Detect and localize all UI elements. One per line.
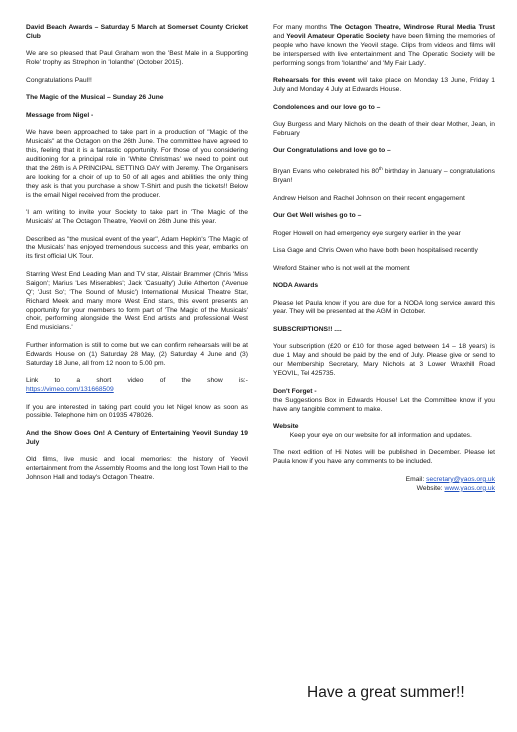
- link-word: short: [96, 377, 112, 385]
- website-line: [273, 485, 495, 494]
- congrats-bryan-text: Bryan Evans who celebrated his 80: [273, 168, 379, 176]
- nigel-paragraph-4: Starring West End Leading Man and TV star, Alistair Brammer (Chris 'Miss Saigon'; Marius 'Les Miserables'; Jack 'Casualty') Julie Atherton ('Avenue Q'; 'Just So'; 'The Sound of Music') International Musical Theatre Star, Richard Meek and many more West End stars, this event presents an opportunity for your members to form part of 'The Magic of the Musicals' choir, performing alongside the West End artists and professional West End musicians.': [26, 270, 248, 332]
- email-link[interactable]: secretary@yaos.org.uk: [426, 475, 495, 483]
- getwell-wreford: Wreford Stainer who is not well at the moment: [273, 264, 410, 272]
- show-paragraph: Old films, live music and local memories: the history of Yeovil entertainment from the Assembly Rooms and the long lost Town Hall to the Johnson Hall and today's Octagon Theatre.: [26, 456, 248, 482]
- link-word: of: [159, 377, 166, 385]
- website-text: Keep your eye on our website for all information and updates.: [273, 431, 472, 439]
- forget-heading: Don't Forget -: [273, 387, 317, 395]
- congrats-bryan-text-2: birthday in January – congratulations Bryan!: [273, 168, 495, 185]
- intro-text-3: have been filming the memories of people who have known the Yeovil stage. Clips from videos and films will be interspersed with live entertainment and The Operatic Society will be performing songs from 'Iolanthe' and 'My Fair Lady'.: [273, 32, 495, 67]
- website-paragraph: [273, 423, 495, 441]
- nigel-paragraph-5: Further information is still to come but we can confirm rehearsals will be at Edwards House on (1) Saturday 28 May, (2) Saturday 4 June and (3) Saturday 18 June, all from 12 noon to 5.00 pm.: [26, 341, 248, 367]
- link-word: show: [207, 377, 223, 385]
- magic-heading: The Magic of the Musical – Sunday 26 June: [26, 94, 164, 102]
- website-bold: Website: [273, 423, 299, 431]
- vimeo-link[interactable]: https://vimeo.com/131668509: [26, 386, 114, 394]
- subscriptions-body: Your subscription (£20 or £10 for those aged between 14 – 18 years) is due 1 May and should be paid by the end of July. Please give or send to our Membership Secretary, Mary Nichols at 3 Lower Wraxhill Road YEOVIL, Tel 425735.: [273, 343, 495, 378]
- nigel-heading: Message from Nigel -: [26, 111, 94, 119]
- next-edition: The next edition of Hi Notes will be published in December. Please let Paula know if you have any comments to be included.: [273, 449, 495, 466]
- link-word: is:-: [238, 377, 248, 385]
- intro-bold-2: Yeovil Amateur Operatic Society: [286, 32, 390, 40]
- subscriptions-heading: SUBSCRIPTIONS!! ....: [273, 325, 342, 333]
- nigel-paragraph-2: 'I am writing to invite your Society to take part in 'The Magic of the Musicals' at The Octagon Theatre, Yeovil on 26th June this year.: [26, 209, 248, 226]
- link-word: Link: [26, 377, 39, 385]
- intro-text-1: For many months: [273, 24, 330, 31]
- link-word: to: [54, 377, 61, 385]
- email-line: [273, 476, 495, 485]
- ordinal-suffix: th: [378, 165, 383, 171]
- awards-heading: David Beach Awards – Saturday 5 March at Somerset County Cricket Club: [26, 24, 248, 40]
- congrats-paul: Congratulations Paul!!: [26, 76, 92, 84]
- rehearsals-text: will take place on Monday 13 June, Friday 1 July and Monday 4 July at Edwards House.: [273, 77, 495, 94]
- link-word: a: [76, 377, 81, 385]
- getwell-lisa-chris: Lisa Gage and Chris Owen who have both been hospitalised recently: [273, 247, 478, 255]
- website-link[interactable]: www.yaos.org.uk: [444, 484, 495, 492]
- show-heading: And the Show Goes On! A Century of Entertaining Yeovil Sunday 19 July: [26, 429, 248, 446]
- congrats-engagement: Andrew Helson and Rachel Johnson on their recent engagement: [273, 194, 465, 202]
- website-label: Website:: [416, 484, 445, 492]
- getwell-heading: Our Get Well wishes go to –: [273, 212, 362, 220]
- nigel-paragraph-1: We have been approached to take part in a production of "Magic of the Musicals" at the Octagon on the 26th June. The committee have agreed to this, feeling that it is a fantastic opportunity. For those of you considering auditioning for a principal role in 'White Christmas' we need to point out that the 26th is A PRINCIPAL SETTING DAY with Jeremy. The Organisers are looking for a choir of up to 50 of all ages and abilities the only thing they ask is that you purchase a show T-Shirt and push the tickets!! Below is the email Nigel received from the producer.: [26, 129, 248, 199]
- intro-text-2: and: [273, 32, 287, 40]
- condolences-body: Guy Burgess and Mary Nichols on the death of their dear Mother, Jean, in February: [273, 121, 495, 137]
- getwell-roger: Roger Howell on had emergency eye surgery earlier in the year: [273, 229, 461, 237]
- rehearsals-bold: Rehearsals for this event: [273, 77, 356, 85]
- right-column: [273, 24, 495, 494]
- noda-heading: NODA Awards: [273, 282, 319, 290]
- intro-bold-1: The Octagon Theatre, Windrose Rural Media Trust: [329, 24, 495, 31]
- video-link-line: [26, 377, 248, 386]
- link-word: video: [127, 377, 144, 385]
- left-column: [26, 24, 248, 492]
- congrats-bryan: [273, 165, 495, 186]
- link-word: the: [181, 377, 191, 385]
- noda-body: Please let Paula know if you are due for a NODA long service award this year. They will be presented at the AGM in October.: [273, 299, 495, 316]
- nigel-paragraph-3: Described as "the musical event of the year", Adam Hepkin's 'The Magic of the Musicals' has enjoyed tremendous success and this year, embarks on its first official UK Tour.: [26, 235, 248, 261]
- condolences-heading: Condolences and our love go to –: [273, 103, 381, 111]
- awards-body: We are so pleased that Paul Graham won the 'Best Male in a Supporting Role' trophy as Strephon in 'Iolanthe' (October 2015).: [26, 50, 248, 67]
- nigel-paragraph-6: If you are interested in taking part could you let Nigel know as soon as possible. Telephone him on 01935 478026.: [26, 403, 248, 420]
- forget-body: the Suggestions Box in Edwards House! Let the Committee know if you have any tangible comment to make.: [273, 396, 495, 413]
- rehearsals-paragraph: [273, 77, 495, 95]
- email-label: Email:: [405, 475, 427, 483]
- octagon-intro: [273, 24, 495, 69]
- closing-message: Have a great summer!!: [307, 684, 465, 701]
- congrats-heading: Our Congratulations and love go to –: [273, 147, 391, 155]
